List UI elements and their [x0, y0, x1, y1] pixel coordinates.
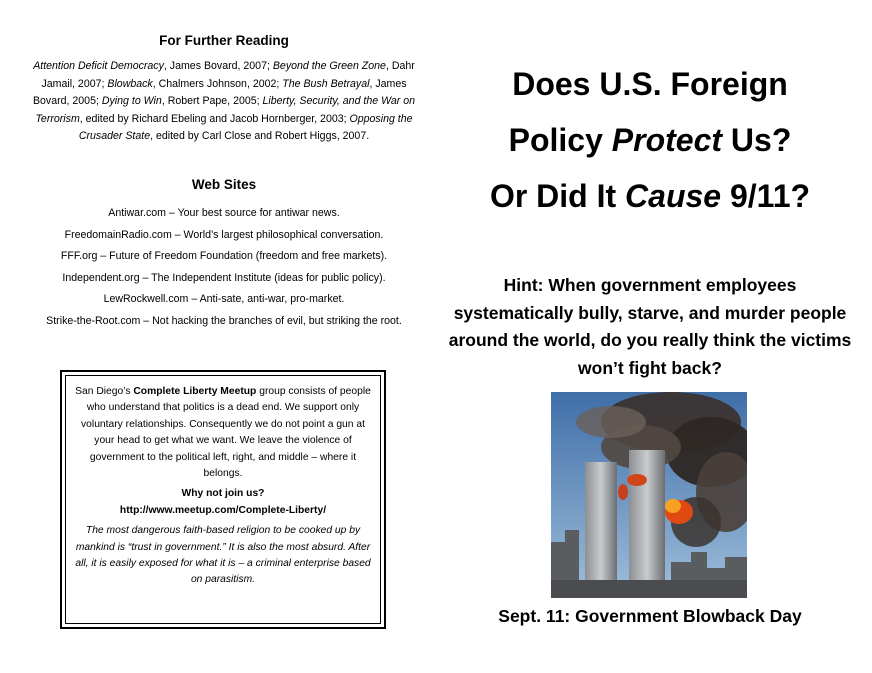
book-title: Blowback	[107, 77, 153, 90]
join-prompt: Why not join us?	[181, 488, 265, 500]
meetup-intro	[74, 384, 372, 482]
book-details: , James Bovard, 2005;	[32, 77, 407, 108]
hint-text: Hint: When government employees systematically bully, starve, and murder people around the world, do you really think the victims won’t fight back?	[448, 275, 852, 378]
web-site-item: Independent.org – The Independent Institute (ideas for public policy).	[62, 271, 386, 284]
title-line-1: Does U.S. Foreign	[512, 66, 788, 102]
book-title: Dying to Win	[101, 95, 162, 108]
intro-before: San Diego’s	[75, 386, 134, 397]
web-site-item: FreedomainRadio.com – World’s largest philosophical conversation.	[64, 228, 384, 241]
book-details: , James Bovard, 2007;	[163, 60, 273, 72]
book-details: , edited by Richard Ebeling and Jacob Hornberger, 2003;	[79, 112, 350, 125]
right-panel	[448, 0, 872, 673]
north-tower	[629, 450, 665, 590]
book-title: Attention Deficit Democracy	[33, 60, 164, 72]
photo-caption: Sept. 11: Government Blowback Day	[498, 606, 802, 626]
web-site-item: LewRockwell.com – Anti-sate, anti-war, pro-market.	[103, 293, 345, 306]
group-name: Complete Liberty Meetup	[133, 386, 257, 397]
twin-towers-photo	[551, 392, 747, 598]
meetup-box	[60, 370, 386, 629]
title-emphasis-cause: Cause	[625, 178, 722, 214]
book-title: Beyond the Green Zone	[272, 60, 386, 72]
meetup-box-text	[74, 384, 372, 589]
book-details: , edited by Carl Close and Robert Higgs, 2007.	[150, 130, 370, 143]
book-details: , Chalmers Johnson, 2002;	[152, 77, 283, 90]
further-reading-heading: For Further Reading	[159, 33, 289, 48]
meetup-quote: The most dangerous faith-based religion to be cooked up by mankind is “trust in government.” It is also the most absurd. After all, it is easily exposed for what it is – a criminal enterprise based on parasitism.	[75, 525, 371, 586]
title-line-2	[448, 112, 852, 168]
page-title	[448, 56, 852, 224]
book-details: , Robert Pape, 2005;	[161, 95, 263, 108]
title-emphasis-protect: Protect	[611, 122, 723, 158]
book-details: , Dahr Jamail, 2007;	[41, 60, 415, 90]
further-reading-list	[28, 58, 420, 146]
web-site-item: Antiwar.com – Your best source for antiwar news.	[108, 207, 340, 219]
south-tower	[585, 462, 617, 594]
web-site-item: FFF.org – Future of Freedom Foundation (freedom and free markets).	[60, 250, 388, 263]
web-site-item: Strike-the-Root.com – Not hacking the branches of evil, but striking the root.	[46, 314, 402, 327]
title-line-2-post: Us?	[722, 122, 792, 158]
book-title: Opposing the Crusader State	[78, 112, 413, 143]
book-title: The Bush Betrayal	[282, 77, 370, 90]
web-sites-heading: Web Sites	[191, 177, 257, 192]
title-line-2-pre: Policy	[508, 122, 612, 158]
web-sites-list	[0, 203, 448, 333]
title-line-3	[448, 168, 852, 224]
intro-after: group consists of people who understand that politics is a dead end. We support only voluntary relationships. Consequently we do not point a gun at your head to get what we want. We leave the violence of government to the political left, right, and middle – where it belongs.	[81, 386, 371, 480]
title-line-3-pre: Or Did It	[489, 178, 626, 214]
meetup-url: http://www.meetup.com/Complete-Liberty/	[119, 504, 327, 516]
title-line-3-post: 9/11?	[721, 178, 811, 214]
book-title: Liberty, Security, and the War on Terrorism	[35, 95, 416, 125]
